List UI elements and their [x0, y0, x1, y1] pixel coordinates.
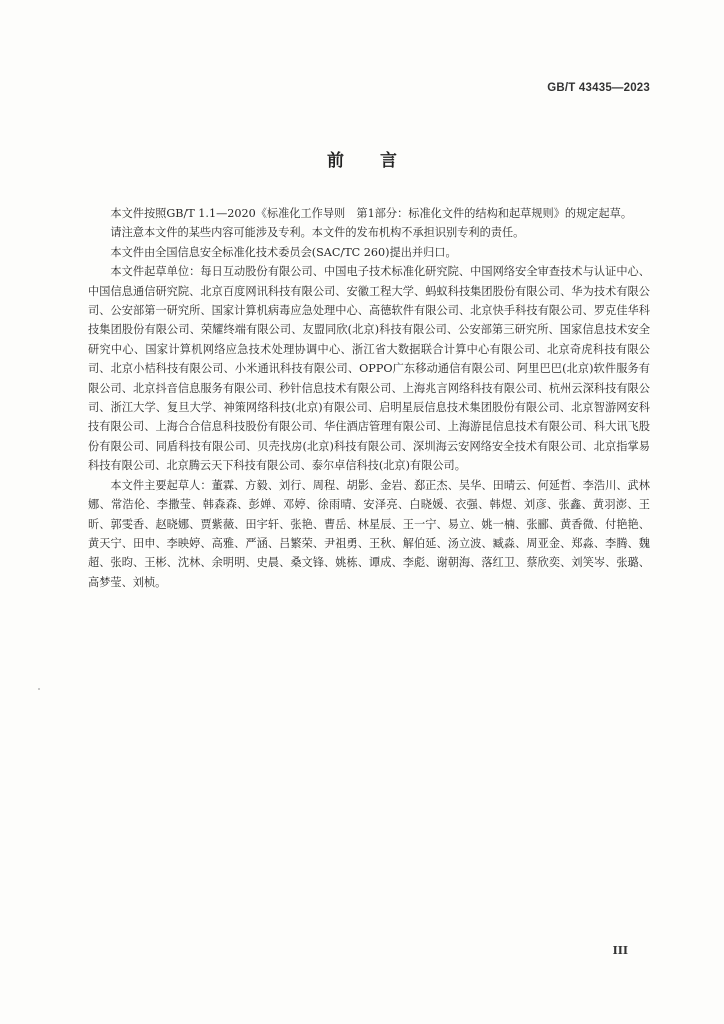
body-text	[88, 204, 650, 592]
page-title: 前言	[327, 151, 433, 171]
paragraph-proposer: 本文件由全国信息安全标准化技术委员会(SAC/TC 260)提出并归口。	[110, 245, 457, 259]
paragraph-drafting-organizations: 本文件起草单位：每日互动股份有限公司、中国电子技术标准化研究院、中国网络安全审查技术与认证中心、中国信息通信研究院、北京百度网讯科技有限公司、安徽工程大学、蚂蚁科技集团股份有限公司、华为技术有限公司、公安部第一研究所、国家计算机病毒应急处理中心、高德软件有限公司、北京快手科技有限公司、罗克佳华科技集团股份有限公司、荣耀终端有限公司、友盟同欣(北京)科技有限公司、公安部第三研究所、国家信息技术安全研究中心、国家计算机网络应急技术处理协调中心、浙江省大数据联合计算中心有限公司、北京奇虎科技有限公司、北京小桔科技有限公司、小米通讯科技有限公司、OPPO广东移动通信有限公司、阿里巴巴(北京)软件服务有限公司、北京抖音信息服务有限公司、秒针信息技术有限公司、上海兆言网络科技有限公司、杭州云深科技有限公司、浙江大学、复旦大学、神策网络科技(北京)有限公司、启明星辰信息技术集团股份有限公司、北京智游网安科技有限公司、上海合合信息科技股份有限公司、华住酒店管理有限公司、上海游昆信息技术有限公司、科大讯飞股份有限公司、同盾科技有限公司、贝壳找房(北京)科技有限公司、深圳海云安网络安全技术有限公司、北京指掌易科技有限公司、北京腾云天下科技有限公司、泰尔卓信科技(北京)有限公司。	[88, 265, 650, 473]
standard-code: GB/T 43435—2023	[547, 82, 650, 94]
paragraph-drafting-rules: 本文件按照GB/T 1.1—2020《标准化工作导则 第1部分：标准化文件的结构和起草规则》的规定起草。	[110, 207, 633, 220]
page-number: III	[612, 944, 628, 957]
paragraph-main-drafters: 本文件主要起草人：董霖、方毅、刘行、周程、胡影、金岩、郄正杰、吴华、田晴云、何延哲、李浩川、武林娜、常浩伦、李撒莹、韩森森、彭婵、邓婷、徐雨晴、安泽亮、白晓媛、衣强、韩煜、刘彦、张鑫、黄羽澎、王昕、郭雯香、赵晓娜、贾紫薇、田宇轩、张艳、曹岳、林星辰、王一宁、易立、姚一楠、张郦、黄香微、付艳艳、黄天宁、田申、李映婷、高雅、严涵、吕繁荣、尹祖勇、王秋、解伯延、汤立波、臧淼、周亚金、郑淼、李腾、魏超、张昀、王彬、沈林、余明明、史晨、桑文锋、姚栋、谭成、李彪、谢朝海、落红卫、蔡欣奕、刘笑岑、张璐、高梦莹、刘桢。	[88, 478, 650, 589]
paragraph-patent-notice: 请注意本文件的某些内容可能涉及专利。本文件的发布机构不承担识别专利的责任。	[110, 226, 525, 240]
scan-speck	[38, 688, 40, 690]
